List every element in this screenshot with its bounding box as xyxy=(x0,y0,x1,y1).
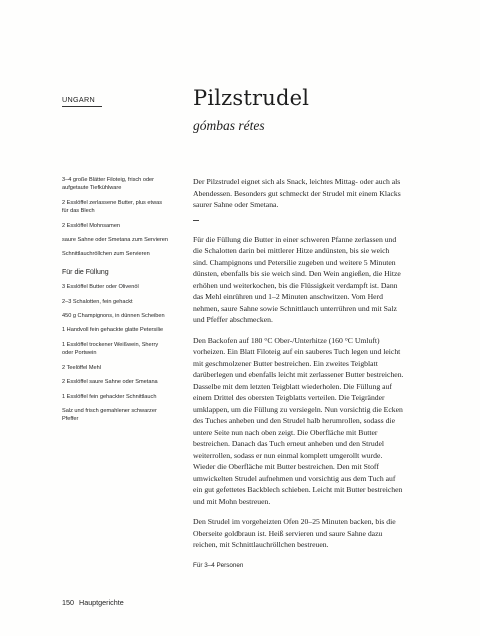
ingredient-item: 3–4 große Blätter Filoteig, frisch oder aufgetaute Tiefkühlware xyxy=(62,177,155,192)
ingredients-main-list xyxy=(62,176,170,259)
section-divider xyxy=(193,220,199,221)
ingredient-item: 1 Esslöffel fein gehackter Schnittlauch xyxy=(62,393,157,400)
ingredients-filling-list xyxy=(62,283,170,423)
ingredient-item: saure Sahne oder Smetana zum Servieren xyxy=(62,237,169,244)
intro-paragraph: Der Pilzstrudel eignet sich als Snack, leichtes Mittag- oder auch als Abendessen. Besonders gut schmeckt der Strudel mit einem Klacks saurer Sahne oder Smetana. xyxy=(193,177,401,209)
ingredient-item: 2–3 Schalotten, fein gehackt xyxy=(62,298,133,305)
servings-note: Für 3–4 Personen xyxy=(193,561,244,569)
ingredients-column xyxy=(62,176,170,430)
ingredient-item: 450 g Champignons, in dünnen Scheiben xyxy=(62,313,165,320)
ingredient-item: Schnittlauchröllchen zum Servieren xyxy=(62,251,150,258)
ingredient-item: Salz und frisch gemahlener schwarzer Pfeffer xyxy=(62,407,157,423)
ingredient-item: 1 Handvoll fein gehackte glatte Petersilie xyxy=(62,327,164,334)
method-paragraph: Für die Füllung die Butter in einer schweren Pfanne zerlassen und die Schalotten darin bei mittlerer Hitze andünsten, bis sie weich sind. Champignons und Petersilie zugeben und weitere 5 Minuten dünsten, ebenfalls bis sie weich sind. Den Wein angießen, die Hitze erhöhen und weiterkochen, bis die Flüssigkeit verdampft ist. Dann das Mehl einrühren und 1–2 Minuten anschwitzen. Vom Herd nehmen, saure Sahne sowie Schnittlauch unterrühren und mit Salz und Pfeffer abschmecken. xyxy=(193,234,401,324)
recipe-subtitle: gómbas rétes xyxy=(193,118,265,133)
ingredient-item: 2 Teelöffel Mehl xyxy=(62,364,101,371)
section-name: Hauptgerichte xyxy=(79,598,124,607)
recipe-title: Pilzstrudel xyxy=(193,86,310,110)
region-label: UNGARN xyxy=(62,95,102,107)
ingredient-item: 3 Esslöffel Butter oder Olivenöl xyxy=(62,284,139,291)
page-footer xyxy=(62,598,124,607)
recipe-body xyxy=(193,176,405,571)
method-paragraph: Den Strudel im vorgeheizten Ofen 20–25 Minuten backen, bis die Oberseite goldbraun ist. Heiß servieren und saure Sahne dazu reichen, mit Schnittlauchröllchen bestreuen. xyxy=(193,517,396,549)
method-paragraph: Den Backofen auf 180 °C Ober-/Unterhitze (160 °C Umluft) vorheizen. Ein Blatt Filoteig auf ein sauberes Tuch legen und leicht mit geschmolzener Butter bestreichen. Ein zweites Teigblatt darüberlegen und ebenfalls leicht mit zerlassener Butter bestreichen. Dasselbe mit dem letzten Teigblatt wiederholen. Die Füllung auf einem Drittel des obersten Teigblatts verteilen. Die Teigränder umklappen, um die Füllung zu versiegeln. Nun vorsichtig die Ecken des Tuches anheben und den Strudel halb herumrollen, sodass die untere Seite nun nach oben zeigt. Die Oberfläche mit Butter bestreichen. Danach das Tuch erneut anheben und den Strudel weiterrollen, sodass er nun einmal komplett umgerollt wurde. Wieder die Oberfläche mit Butter bestreichen. Den mit Stoff umwickelten Strudel aufnehmen und vorsichtig aus dem Tuch auf ein gut gefettetes Backblech schieben. Leicht mit Butter bestreichen und mit Mohn bestreuen. xyxy=(193,335,404,506)
filling-heading: Für die Füllung xyxy=(62,268,109,276)
ingredient-item: 2 Esslöffel saure Sahne oder Smetana xyxy=(62,379,158,386)
ingredient-item: 2 Esslöffel Mohnsamen xyxy=(62,222,121,229)
ingredient-item: 2 Esslöffel zerlassene Butter, plus etwas für das Blech xyxy=(62,199,163,215)
page-number: 150 xyxy=(62,598,74,607)
ingredient-item: 1 Esslöffel trockener Weißwein, Sherry oder Portwein xyxy=(62,341,159,357)
